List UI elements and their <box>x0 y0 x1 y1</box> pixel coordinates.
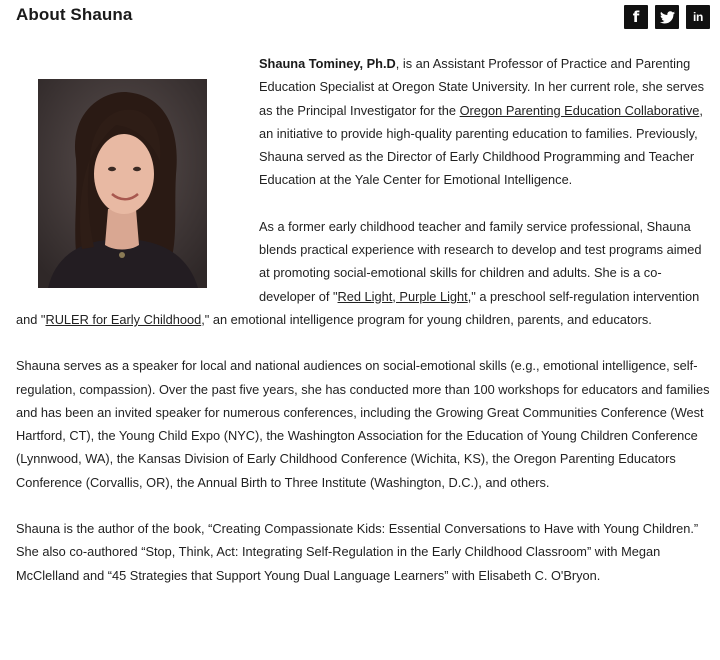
bio-name: Shauna Tominey, Ph.D <box>259 56 396 71</box>
page-title: About Shauna <box>16 5 133 24</box>
linkedin-icon: in <box>692 10 704 24</box>
social-share-bar <box>624 5 710 29</box>
bio-text: , an initiative to provide high-quality parenting education to families. Previously, Shauna served as the Director of Early Childhood Programming and Teacher Education at the Yale Center for Emotional Intelligence. <box>259 102 703 188</box>
bio-text: As a former early childhood teacher and family service professional, Shauna blends practical experience with research to develop and test programs aimed at promoting social-emotional skills for children and adults. She is a co-developer of " <box>259 218 702 304</box>
bio-text: ," a preschool self-regulation intervention and " <box>16 288 700 327</box>
ruler-for-early-childhood-link[interactable]: RULER for Early Childhood <box>45 311 202 327</box>
section-header <box>16 0 710 34</box>
facebook-share-button[interactable] <box>624 5 648 29</box>
facebook-icon: f <box>632 8 640 26</box>
portrait-photo <box>38 79 207 288</box>
bio-paragraph-3: Shauna serves as a speaker for local and national audiences on social-emotional skills (e.g., emotional intelligence, self-regulation, compassion). Over the past five years, she has conducted more than 100 workshops for educators and families and has been an invited speaker for numerous conferences, including the Growing Great Communities Conference (West Hartford, CT), the Young Child Expo (NYC), the Washington Association for the Education of Young Children Conference (Lynnwood, WA), the Kansas Division of Early Childhood Conference (Wichita, KS), the Oregon Parenting Educators Conference (Corvallis, OR), the Annual Birth to Three Institute (Washington, D.C.), and others. <box>16 358 710 490</box>
bio-text: ," an emotional intelligence program for young children, parents, and educators. <box>201 311 652 327</box>
bio-content <box>16 52 710 587</box>
twitter-share-button[interactable] <box>655 5 679 29</box>
linkedin-share-button[interactable] <box>686 5 710 29</box>
bio-text: , is an Assistant Professor of Practice and Parenting Education Specialist at Oregon State University. In her current role, she serves as the Principal Investigator for the <box>259 56 705 118</box>
portrait-image <box>38 79 207 288</box>
oregon-parenting-education-collaborative-link[interactable]: Oregon Parenting Education Collaborative <box>459 102 700 118</box>
twitter-icon <box>660 11 675 24</box>
red-light-purple-light-link[interactable]: Red Light, Purple Light <box>337 288 468 304</box>
bio-paragraph-4: Shauna is the author of the book, “Creating Compassionate Kids: Essential Conversations to Have with Young Children.” She also co-authored “Stop, Think, Act: Integrating Self-Regulation in the Early Childhood Classroom” with Megan McClelland and “45 Strategies that Support Young Dual Language Learners” with Elisabeth C. O'Bryon. <box>16 521 699 583</box>
